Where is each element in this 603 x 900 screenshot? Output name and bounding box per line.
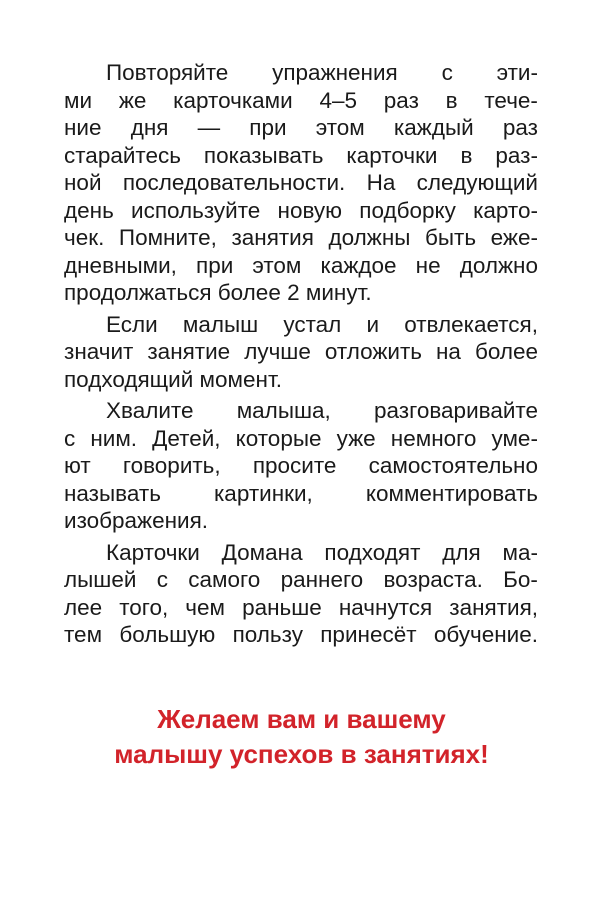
- text-line: [64, 114, 538, 142]
- body-text: [64, 59, 538, 649]
- word: ма-: [502, 539, 538, 565]
- word: лее: [64, 594, 103, 620]
- closing-line-1: Желаем вам и вашему: [157, 704, 446, 734]
- word: на: [435, 339, 461, 364]
- text-line: [64, 566, 538, 594]
- word: лышей: [64, 567, 137, 592]
- word: быть: [425, 225, 477, 250]
- text-line: [64, 539, 538, 567]
- word: следующий: [416, 170, 538, 195]
- paragraph-4: [64, 539, 538, 649]
- word: ми: [64, 87, 93, 113]
- word: отложить: [324, 339, 422, 364]
- text-line: [64, 252, 538, 280]
- word: лучше: [244, 339, 311, 364]
- text-line: [64, 169, 538, 197]
- word: Бо-: [503, 567, 538, 592]
- word: На: [366, 170, 396, 195]
- word: карточками: [173, 87, 293, 113]
- text-line: продолжаться более 2 минут.: [64, 280, 372, 305]
- text-line: [64, 621, 538, 649]
- word: в: [460, 142, 473, 168]
- word: при: [249, 115, 287, 140]
- word: в: [445, 87, 458, 113]
- text-line: [64, 87, 538, 115]
- word: называть: [64, 480, 161, 506]
- word: занятия: [231, 225, 314, 250]
- closing-line-2: малышу успехов в занятиях!: [114, 739, 489, 769]
- word: с: [64, 425, 76, 451]
- word: Если: [106, 311, 158, 337]
- word: с: [156, 567, 168, 592]
- word: уме-: [491, 425, 538, 451]
- word: устал: [283, 311, 342, 337]
- word: занятия,: [449, 594, 538, 620]
- word: старайтесь: [64, 142, 181, 168]
- word: большую: [119, 622, 216, 647]
- word: показывать: [203, 142, 324, 168]
- text-line: [64, 397, 538, 425]
- word: картинки,: [213, 480, 313, 506]
- word: немного: [390, 425, 477, 451]
- word: значит: [64, 339, 134, 364]
- word: этом: [315, 115, 365, 140]
- paragraph-2: [64, 311, 538, 394]
- word: разговаривайте: [374, 398, 538, 423]
- word: раннего: [280, 567, 364, 592]
- closing-wish: [0, 702, 603, 772]
- paragraph-3: [64, 397, 538, 535]
- word: того,: [119, 594, 169, 620]
- word: просите: [252, 453, 337, 478]
- word: обучение.: [433, 622, 538, 647]
- word: этом: [252, 252, 302, 278]
- word: должны: [328, 225, 411, 250]
- word: упражнения: [272, 60, 398, 85]
- word: новую: [277, 197, 343, 223]
- word: Хвалите: [106, 398, 194, 423]
- word: для: [442, 539, 481, 565]
- text-line: [64, 594, 538, 622]
- word: Домана: [221, 539, 303, 565]
- word: говорить,: [122, 453, 221, 478]
- paragraph-1: [64, 59, 538, 307]
- word: последовательности.: [122, 170, 346, 195]
- word: возраста.: [383, 567, 483, 592]
- word: еже-: [490, 225, 538, 250]
- word: ние: [64, 115, 102, 140]
- word: —: [197, 115, 221, 140]
- word: день: [64, 197, 114, 223]
- word: уже: [336, 425, 376, 451]
- word: с: [441, 60, 453, 85]
- word: ним.: [90, 425, 138, 451]
- word: начнутся: [338, 594, 433, 620]
- word: чек.: [64, 225, 105, 250]
- word: отвлекается,: [404, 311, 538, 337]
- word: самостоятельно: [368, 453, 538, 478]
- word: Помните,: [118, 225, 217, 250]
- word: малыша,: [236, 398, 331, 423]
- word: подходят: [324, 539, 421, 565]
- word: ют: [64, 453, 91, 478]
- word: малыш: [182, 311, 259, 337]
- text-line: [64, 142, 538, 170]
- word: Детей,: [152, 425, 221, 451]
- word: каждое: [320, 252, 397, 278]
- text-line: [64, 425, 538, 453]
- word: подборку: [359, 197, 456, 223]
- word: пользу: [232, 622, 303, 647]
- word: же: [118, 87, 147, 113]
- word: занятие: [147, 339, 231, 364]
- word: тем: [64, 622, 103, 647]
- word: более: [474, 339, 538, 364]
- text-line: [64, 452, 538, 480]
- word: тече-: [484, 87, 538, 113]
- word: дня: [130, 115, 169, 140]
- word: используйте: [131, 197, 261, 223]
- text-line: [64, 224, 538, 252]
- word: принесёт: [320, 622, 417, 647]
- word: раз: [502, 115, 538, 140]
- word: 4–5: [319, 87, 358, 113]
- word: должно: [459, 252, 538, 278]
- text-line: [64, 338, 538, 366]
- word: раз-: [495, 142, 538, 168]
- text-line: [64, 480, 538, 508]
- word: самого: [188, 567, 261, 592]
- text-line: подходящий момент.: [64, 366, 283, 392]
- word: раньше: [242, 594, 322, 620]
- word: которые: [235, 425, 322, 451]
- word: при: [196, 252, 234, 278]
- word: раз: [383, 87, 419, 113]
- text-line: изображения.: [64, 508, 209, 533]
- word: карточки: [346, 142, 438, 168]
- word: ной: [64, 170, 102, 195]
- word: чем: [185, 594, 226, 620]
- word: комментировать: [365, 480, 538, 506]
- text-line: [64, 59, 538, 87]
- word: эти-: [496, 60, 538, 85]
- word: не: [415, 252, 441, 278]
- word: Карточки: [106, 539, 200, 565]
- text-line: [64, 197, 538, 225]
- word: карто-: [473, 197, 538, 223]
- word: каждый: [393, 115, 474, 140]
- word: Повторяйте: [106, 60, 229, 85]
- word: дневными,: [64, 252, 177, 278]
- text-line: [64, 311, 538, 339]
- word: и: [366, 311, 380, 337]
